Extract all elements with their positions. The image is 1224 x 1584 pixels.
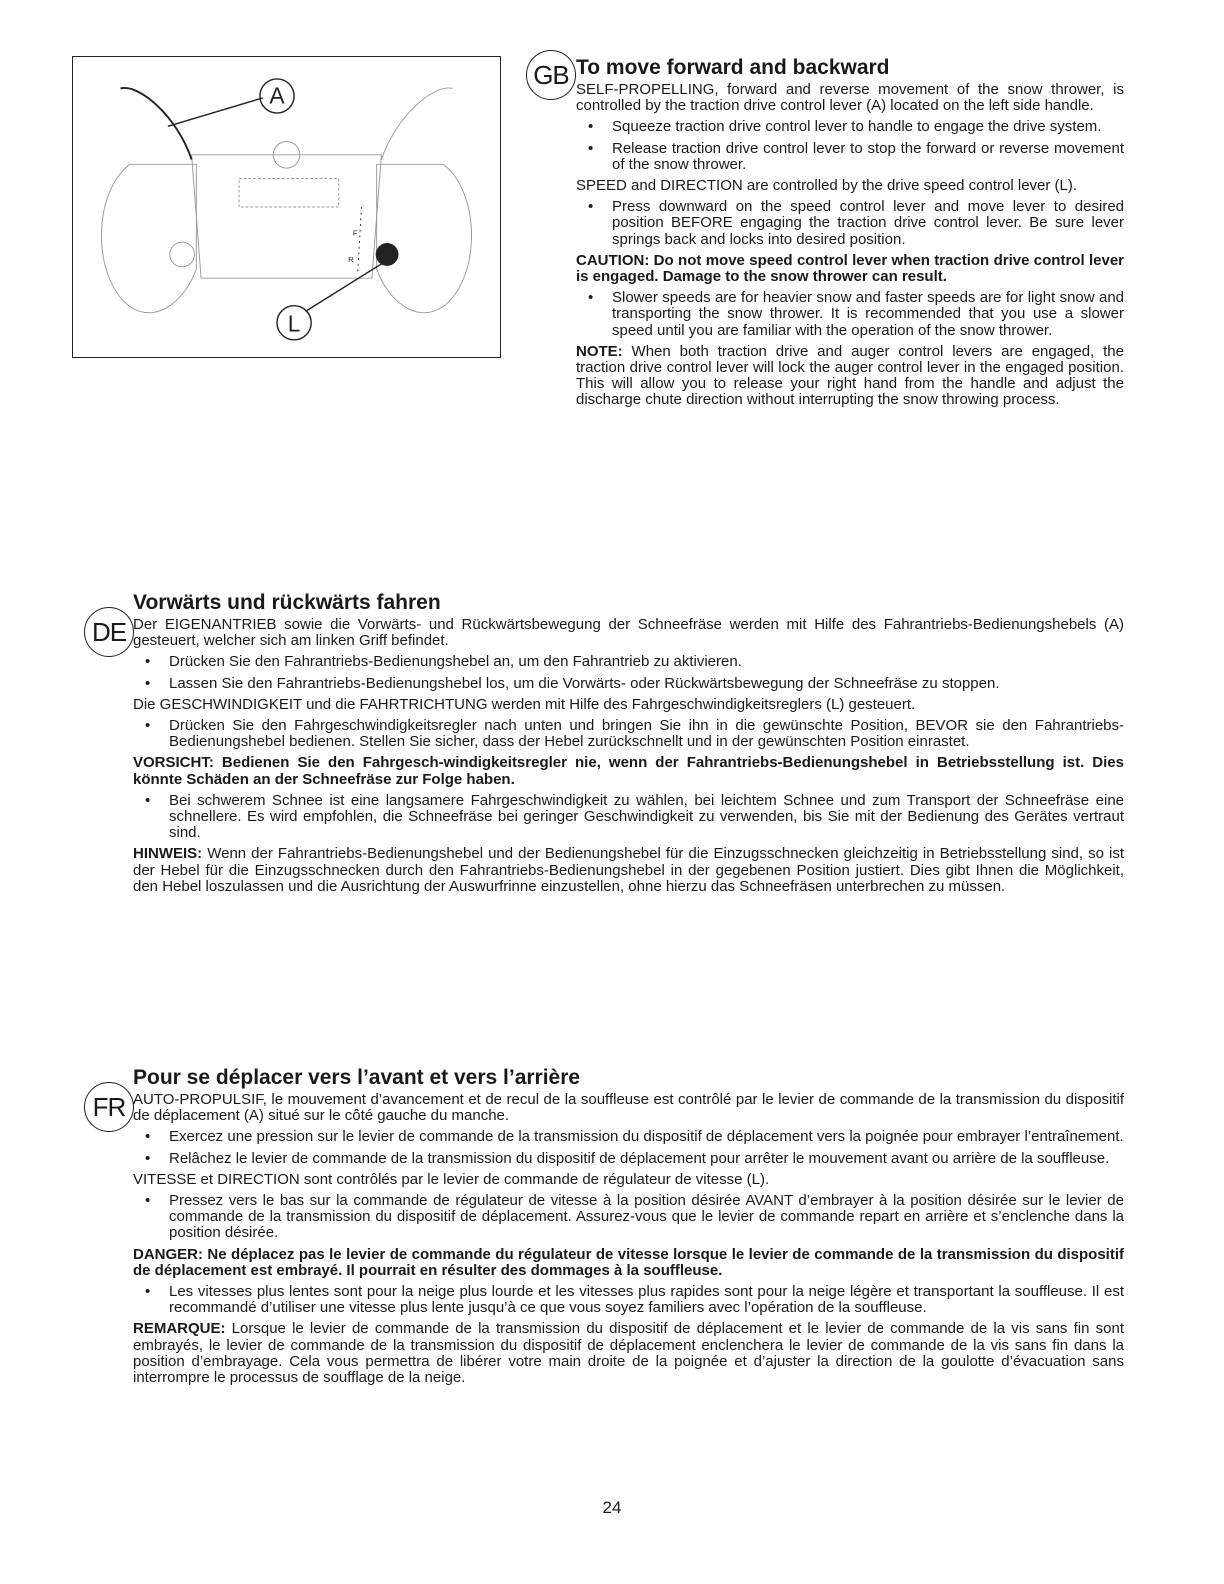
paragraph: SELF-PROPELLING, forward and reverse movement of the snow thrower, is controlled by the traction drive control lever (A) located on the left side handle. bbox=[576, 81, 1124, 115]
bullet-item: • Pressez vers le bas sur la commande de régulateur de vitesse à la position désirée AVANT d’embrayer à la position désirée sur le levier de commande de la transmission du dispositif de déplacement. Assurez-vous que le levier de commande repart en arrière et s’enclenche dans la position désirée. bbox=[145, 1192, 1124, 1242]
note-paragraph: NOTE: When both traction drive and auger control levers are engaged, the traction drive control lever will lock the auger control lever in the engaged position. This will allow you to release your right hand from the handle and adjust the discharge chute direction without interrupting the snow throwing process. bbox=[576, 342, 1124, 409]
bullet-item: • Relâchez le levier de commande de la transmission du dispositif de déplacement pour arrêter le mouvement avant ou arrière de la souffleuse. bbox=[145, 1149, 1110, 1167]
label-a: A bbox=[269, 82, 285, 109]
svg-text:R: R bbox=[348, 255, 354, 265]
note-paragraph: HINWEIS: Wenn der Fahrantriebs-Bedienungshebel und der Bedienungshebel für die Einzugsschnecken gleichzeitig in Betriebsstellung sind, so ist der Hebel für die Einzugsschnecken durch den Fahrantriebs-Bedienungshebel in der gegebenen Position justiert. Dies gibt Ihnen die Möglichkeit, den Hebel loszulassen und die Ausrichtung der Auswurfrinne einzustellen, ohne hierzu das Schneefräsen unterbrechen zu müssen. bbox=[133, 845, 1124, 895]
language-badge-fr: FR bbox=[84, 1082, 134, 1132]
snow-thrower-handle-diagram bbox=[72, 56, 501, 358]
left-handle-loop bbox=[101, 164, 196, 312]
bullet-item: • Squeeze traction drive control lever to handle to engage the drive system. bbox=[588, 118, 1102, 136]
paragraph: VITESSE et DIRECTION sont contrôlés par le levier de commande de régulateur de vitesse (L). bbox=[133, 1170, 770, 1188]
paragraph: SPEED and DIRECTION are controlled by the drive speed control lever (L). bbox=[576, 177, 1078, 195]
page-number: 24 bbox=[602, 1498, 622, 1517]
bullet-item: • Slower speeds are for heavier snow and faster speeds are for light snow and transporting the snow thrower. It is recommended that you use a slower speed until you are familiar with the operation of the snow thrower. bbox=[588, 289, 1124, 339]
bullet-item: • Press downward on the speed control lever and move lever to desired position BEFORE engaging the traction drive control lever. Be sure lever springs back and locks into desired position. bbox=[588, 198, 1124, 248]
bullet-item: • Drücken Sie den Fahrantriebs-Bedienungshebel an, um den Fahrantrieb zu aktivieren. bbox=[145, 653, 742, 671]
bullet-item: • Les vitesses plus lentes sont pour la neige plus lourde et les vitesses plus rapides sont pour la neige légère et transportant la souffleuse. Il est recommandé d’utiliser une vitesse plus lente jusqu’à ce que vous soyez familiers avec l’opération de la souffleuse. bbox=[145, 1283, 1124, 1317]
speed-lever-knob bbox=[376, 243, 399, 266]
paragraph: Der EIGENANTRIEB sowie die Vorwärts- und Rückwärtsbewegung der Schneefräse werden mit Hilfe des Fahrantriebs-Bedienungshebels (A) gesteuert, welcher sich am linken Griff befindet. bbox=[133, 616, 1124, 650]
right-handle-loop bbox=[377, 164, 472, 312]
section-title: To move forward and backward bbox=[576, 56, 890, 79]
bullet-item: • Exercez une pression sur le levier de commande de la transmission du dispositif de déplacement vers la poignée pour embrayer l’entraînement. bbox=[145, 1128, 1124, 1146]
section-gb bbox=[576, 56, 1124, 414]
bullet-item: • Drücken Sie den Fahrgeschwindigkeitsregler nach unten und bringen Sie ihn in die gewünschte Position, BEVOR sie den Fahrantriebs-Bedienungshebel bedienen. Stellen Sie sicher, dass der Hebel zurückschnellt und in der gewünschten Position einrastet. bbox=[145, 717, 1124, 751]
svg-text:F: F bbox=[352, 228, 358, 238]
caution-text: DANGER: Ne déplacez pas le levier de commande du régulateur de vitesse lorsque le levier de commande de la transmission du dispositif de déplacement est embrayé. Il pourrait en résulter des dommages à la souffleuse. bbox=[133, 1245, 1124, 1279]
bullet-item: • Lassen Sie den Fahrantriebs-Bedienungshebel los, um die Vorwärts- oder Rückwärtsbewegung der Schneefräse zu stoppen. bbox=[145, 674, 1000, 692]
caution-text: VORSICHT: Bedienen Sie den Fahrgesch-windigkeitsregler nie, wenn der Fahrantriebs-Bedienungshebel in Betriebsstellung ist. Dies könnte Schäden an der Schneefräse zur Folge haben. bbox=[133, 754, 1124, 788]
language-badge-gb: GB bbox=[526, 50, 576, 100]
paragraph: AUTO-PROPULSIF, le mouvement d’avancement et de recul de la souffleuse est contrôlé par le levier de commande de la transmission du dispositif de déplacement (A) situé sur le côté gauche du manche. bbox=[133, 1091, 1124, 1125]
bullet-item: • Release traction drive control lever to stop the forward or reverse movement of the snow thrower. bbox=[588, 139, 1124, 173]
bullet-item: • Bei schwerem Schnee ist eine langsamere Fahrgeschwindigkeit zu wählen, bei leichtem Schnee und zum Transport der Schneefräse eine schnellere. Es wird empfohlen, die Schneefräse bei geringer Geschwindigkeit zu verwenden, bis Sie mit der Bedienung des Gerätes vertraut sind. bbox=[145, 791, 1124, 842]
section-title: Pour se déplacer vers l’avant et vers l’arrière bbox=[133, 1066, 581, 1089]
paragraph: Die GESCHWINDIGKEIT und die FAHRTRICHTUNG werden mit Hilfe des Fahrgeschwindigkeitsreglers (L) gesteuert. bbox=[133, 695, 916, 713]
label-l: L bbox=[287, 310, 301, 337]
language-badge-de: DE bbox=[84, 607, 134, 657]
section-de bbox=[133, 591, 1124, 900]
section-title: Vorwärts und rückwärts fahren bbox=[133, 591, 441, 614]
caution-text: CAUTION: Do not move speed control lever when traction drive control lever is engaged. Damage to the snow thrower can result. bbox=[576, 251, 1124, 286]
note-paragraph: REMARQUE: Lorsque le levier de commande de la transmission du dispositif de déplacement et le levier de commande de la vis sans fin sont embrayés, le levier de commande de la transmission du dispositif de déplacement enclenchera le levier de commande de la vis sans fin dans la position d’embrayage. Cela vous permettra de libérer votre main droite de la poignée et d’ajuster la direction de la goulotte d’évacuation sans interrompre le processus de soufflage de la neige. bbox=[133, 1320, 1124, 1387]
section-fr bbox=[133, 1066, 1124, 1391]
